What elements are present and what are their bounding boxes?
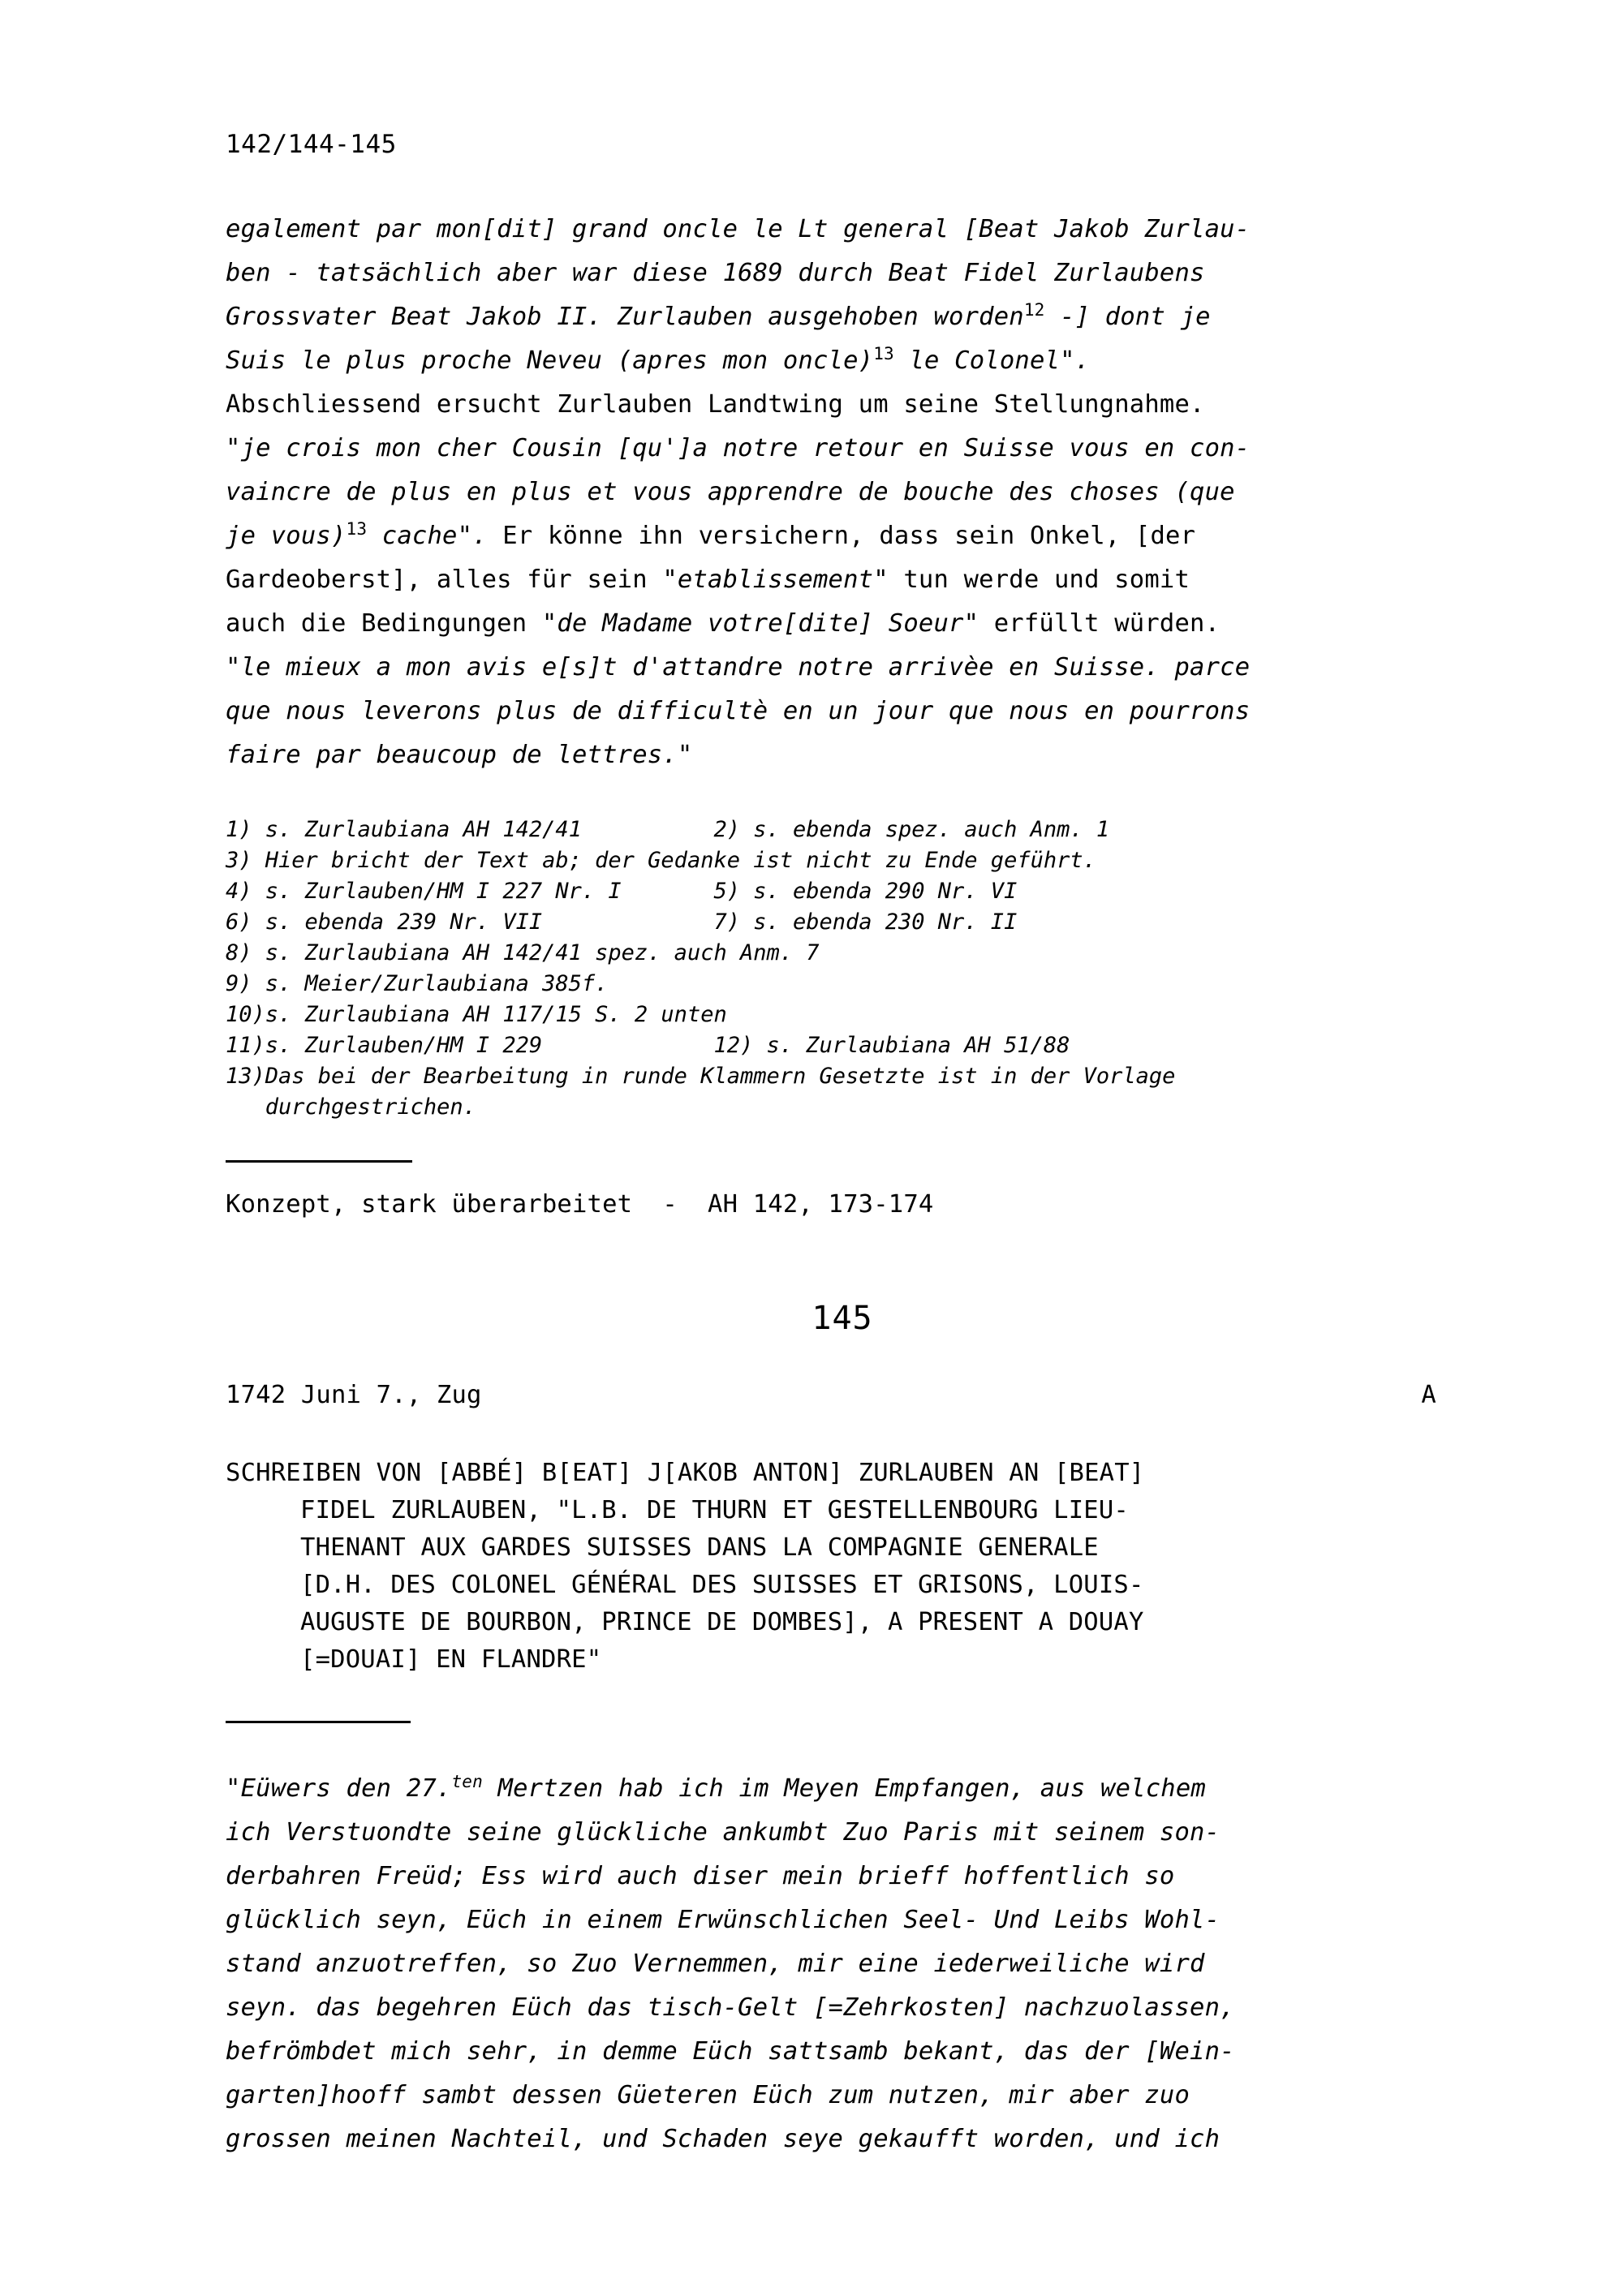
footnote-line: 8) s. Zurlaubiana AH 142/41 spez. auch Anm. 7 xyxy=(226,940,820,965)
text-run: faire par beaucoup de lettres." xyxy=(226,741,693,769)
title-line: [D.H. DES COLONEL GÉNÉRAL DES SUISSES ET GRISONS, LOUIS- xyxy=(300,1571,1144,1599)
text-run: je vous) xyxy=(226,522,347,550)
letter-text xyxy=(226,1767,1459,2161)
footnote-line: 10)s. Zurlaubiana AH 117/15 S. 2 unten xyxy=(226,1002,727,1027)
footnotes-block xyxy=(226,815,1459,1123)
footnote-line: 3) Hier bricht der Text ab; der Gedanke ist nicht zu Ende geführt. xyxy=(226,848,1096,873)
document-title xyxy=(226,1455,1459,1679)
text-line xyxy=(226,1811,1459,1855)
text-line xyxy=(226,646,1459,690)
text-line xyxy=(226,1767,1459,1811)
text-line xyxy=(226,1986,1459,2030)
footnote-marker: ten xyxy=(451,1771,483,1791)
document-number: 145 xyxy=(812,1300,873,1337)
text-line xyxy=(226,339,1459,383)
text-line xyxy=(226,690,1459,733)
text-line xyxy=(226,2030,1459,2074)
title-line: AUGUSTE DE BOURBON, PRINCE DE DOMBES], A PRESENT A DOUAY xyxy=(300,1608,1144,1636)
text-line xyxy=(226,558,1459,602)
footnote-line: 9) s. Meier/Zurlaubiana 385f. xyxy=(226,971,609,996)
footnote-marker: 12 xyxy=(1023,299,1045,320)
text-run: "je crois mon cher Cousin [qu']a notre retour en Suisse vous en con- xyxy=(226,434,1251,462)
text-run: que nous leverons plus de difficultè en un jour que nous en pourrons xyxy=(226,697,1251,725)
text-run: erfüllt würden. xyxy=(979,609,1220,638)
title-line: THENANT AUX GARDES SUISSES DANS LA COMPAGNIE GENERALE xyxy=(300,1533,1099,1562)
text-run: auch die Bedingungen xyxy=(226,609,542,638)
footnote-line: 11)s. Zurlauben/HM I 229 12) s. Zurlaubiana AH 51/88 xyxy=(226,1033,1070,1058)
text-run: ben - tatsächlich aber war diese 1689 durch Beat Fidel Zurlaubens xyxy=(226,259,1205,287)
text-run: egalement par mon[dit] grand oncle le Lt general [Beat Jakob Zurlau- xyxy=(226,215,1251,243)
text-line xyxy=(226,252,1459,295)
source-note: Konzept, stark überarbeitet - AH 142, 173-174 xyxy=(226,1190,934,1219)
text-run: glücklich seyn, Eüch in einem Erwünschlichen Seel- Und Leibs Wohl- xyxy=(226,1906,1220,1934)
text-line xyxy=(226,1898,1459,1942)
text-line xyxy=(226,295,1459,339)
footnote-line: 4) s. Zurlauben/HM I 227 Nr. I 5) s. ebenda 290 Nr. VI xyxy=(226,879,1018,904)
title-line: SCHREIBEN VON [ABBÉ] B[EAT] J[AKOB ANTON] ZURLAUBEN AN [BEAT] xyxy=(226,1459,1145,1487)
body-paragraph xyxy=(226,208,1459,777)
text-run: Er könne ihn versichern, dass sein Onkel, [der xyxy=(487,522,1196,550)
footnote-line: durchgestrichen. xyxy=(226,1094,476,1120)
text-run: vaincre de plus en plus et vous apprendre de bouche des choses (que xyxy=(226,478,1235,506)
footnote-line: 13)Das bei der Bearbeitung in runde Klammern Gesetzte ist in der Vorlage xyxy=(226,1064,1176,1089)
text-run: -] dont je xyxy=(1044,303,1211,331)
text-run: Gardeoberst], alles für sein xyxy=(226,565,663,594)
text-run: Grossvater Beat Jakob II. Zurlauben ausgehoben worden xyxy=(226,303,1024,331)
text-run: "de Madame votre[dite] Soeur" xyxy=(541,609,979,638)
horizontal-rule-1 xyxy=(226,1160,412,1163)
footnote-line: 1) s. Zurlaubiana AH 142/41 2) s. ebenda spez. auch Anm. 1 xyxy=(226,817,1110,842)
text-run: Abschliessend ersucht Zurlauben Landtwing um seine Stellungnahme. xyxy=(226,390,1205,419)
text-run: grossen meinen Nachteil, und Schaden seye gekaufft worden, und ich xyxy=(226,2125,1220,2153)
text-line xyxy=(226,471,1459,514)
horizontal-rule-2 xyxy=(226,1721,411,1723)
text-line xyxy=(226,733,1459,777)
text-run: "etablissement" xyxy=(662,565,889,594)
dateline xyxy=(226,1381,1459,1409)
text-line xyxy=(226,602,1459,646)
text-run: Suis le plus proche Neveu (apres mon oncle) xyxy=(226,346,874,375)
text-run: garten]hooff sambt dessen Güeteren Eüch zum nutzen, mir aber zuo xyxy=(226,2081,1190,2109)
text-line xyxy=(226,2118,1459,2161)
title-line: FIDEL ZURLAUBEN, "L.B. DE THURN ET GESTELLENBOURG LIEU- xyxy=(300,1496,1129,1524)
text-run: le Colonel". xyxy=(893,346,1091,375)
footnote-marker: 13 xyxy=(873,343,894,363)
text-run: "le mieux a mon avis e[s]t d'attandre notre arrivèe en Suisse. parce xyxy=(226,653,1251,681)
text-run: seyn. das begehren Eüch das tisch-Gelt [=Zehrkosten] nachzuolassen, xyxy=(226,1993,1235,2022)
footnote-marker: 13 xyxy=(346,518,368,539)
text-run: tun werde und somit xyxy=(888,565,1190,594)
text-run: stand anzuotreffen, so Zuo Vernemmen, mir eine iederweiliche wird xyxy=(226,1950,1205,1978)
folio-number: 142/144-145 xyxy=(226,130,397,159)
text-line xyxy=(226,514,1459,558)
text-run: derbahren Freüd; Ess wird auch diser mein brieff hoffentlich so xyxy=(226,1862,1175,1890)
title-line: [=DOUAI] EN FLANDRE" xyxy=(300,1645,602,1674)
text-line xyxy=(226,2074,1459,2118)
footnote-line: 6) s. ebenda 239 Nr. VII 7) s. ebenda 230 Nr. II xyxy=(226,909,1018,935)
text-run: Mertzen hab ich im Meyen Empfangen, aus welchem xyxy=(482,1774,1206,1803)
dateline-place-date: 1742 Juni 7., Zug xyxy=(226,1381,482,1409)
text-run: ich Verstuondte seine glückliche ankumbt Zuo Paris mit seinem son- xyxy=(226,1818,1220,1847)
text-run: befrömbdet mich sehr, in demme Eüch sattsamb bekant, das der [Wein- xyxy=(226,2037,1235,2066)
text-line xyxy=(226,1942,1459,1986)
text-run: "Eüwers den 27. xyxy=(226,1774,452,1803)
text-run: cache". xyxy=(367,522,488,550)
text-line xyxy=(226,208,1459,252)
text-line xyxy=(226,383,1459,427)
text-line xyxy=(226,1855,1459,1898)
page-content xyxy=(226,130,1459,2161)
dateline-marker: A xyxy=(1421,1381,1436,1409)
text-line xyxy=(226,427,1459,471)
